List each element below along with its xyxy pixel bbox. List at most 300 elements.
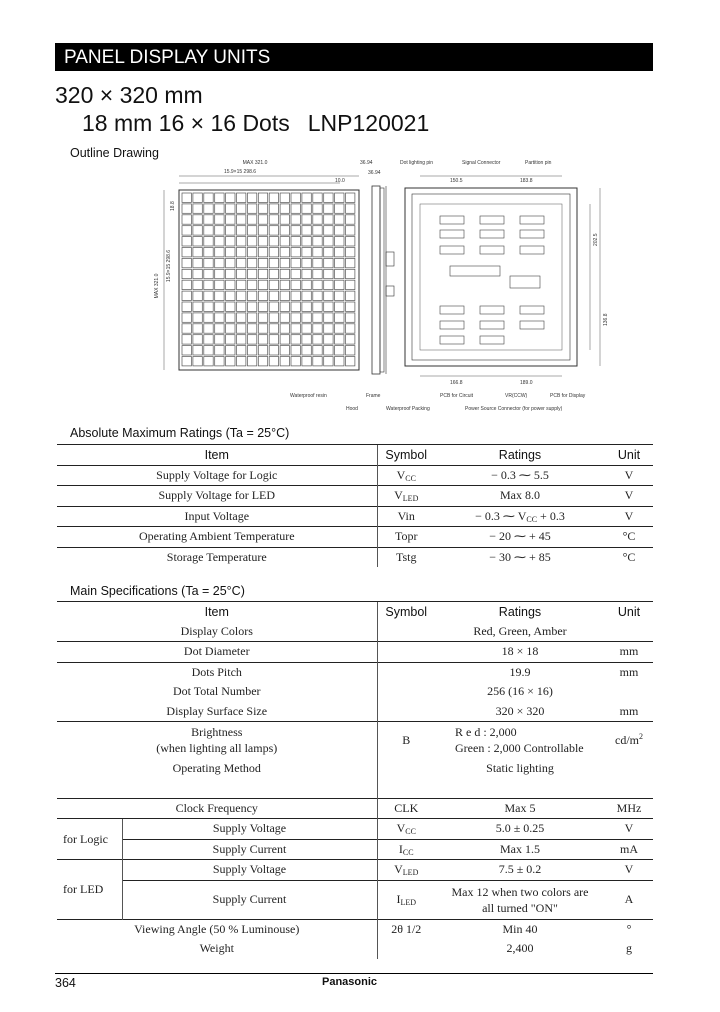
rear-component xyxy=(440,216,464,224)
led-dot xyxy=(302,302,311,311)
led-dot xyxy=(237,248,246,257)
led-dot xyxy=(346,357,355,366)
main-spec-title: Main Specifications (Ta = 25°C) xyxy=(70,584,245,598)
page-number: 364 xyxy=(55,976,76,990)
dim-36b: 36.94 xyxy=(368,170,381,176)
led-dot xyxy=(258,313,267,322)
rear-component xyxy=(480,230,504,238)
spec-rating: Min 40 xyxy=(435,919,605,939)
abs-header-unit: Unit xyxy=(605,445,653,466)
dim-136: 136.8 xyxy=(603,313,609,326)
callout-waterproof-packing: Waterproof Packing xyxy=(386,406,430,412)
led-dot xyxy=(215,346,224,355)
led-dot xyxy=(324,346,333,355)
brand-logo: Panasonic xyxy=(322,976,378,988)
rear-component xyxy=(480,216,504,224)
spec-unit: mm xyxy=(605,642,653,663)
led-dot xyxy=(324,302,333,311)
led-dot xyxy=(204,215,213,224)
led-dot xyxy=(280,269,289,278)
callout-waterproof-resin: Waterproof resin xyxy=(290,393,327,399)
led-dot xyxy=(204,346,213,355)
dim-18: 18.8 xyxy=(170,201,176,211)
led-dot xyxy=(313,346,322,355)
led-dot xyxy=(193,248,202,257)
dim-max-height: MAX 321.0 xyxy=(154,273,160,299)
spec-symbol: 2θ 1/2 xyxy=(377,919,435,939)
table-row xyxy=(57,880,653,919)
led-dot xyxy=(291,258,300,267)
led-dot xyxy=(335,313,344,322)
led-dot xyxy=(215,269,224,278)
led-dot xyxy=(280,258,289,267)
spec-header-item: Item xyxy=(57,602,377,622)
spec-rating-brightness: R e d : 2,000 Green : 2,000 Controllable xyxy=(435,722,605,759)
led-dot xyxy=(313,324,322,333)
led-dot xyxy=(215,248,224,257)
rear-component xyxy=(440,336,464,344)
table-row xyxy=(57,662,653,682)
table-row xyxy=(57,860,653,881)
led-dot xyxy=(226,193,235,202)
spec-rating: Max 5 xyxy=(435,798,605,819)
led-dot xyxy=(247,193,256,202)
led-dot xyxy=(302,313,311,322)
callout-pcb-circuit: PCB for Circuit xyxy=(440,393,474,399)
led-dot xyxy=(291,280,300,289)
led-dot xyxy=(346,204,355,213)
callout-hood: Hood xyxy=(346,406,358,412)
dim-pitch-height: 15.9×15 298.6 xyxy=(166,249,172,283)
spec-symbol: $V_{CC}$ xyxy=(377,819,435,840)
led-dot xyxy=(258,193,267,202)
led-dot xyxy=(313,291,322,300)
abs-symbol: $V_{LED}$ xyxy=(377,486,435,507)
rear-component xyxy=(520,246,544,254)
side-view xyxy=(372,186,394,374)
abs-item: Operating Ambient Temperature xyxy=(57,527,377,548)
led-dot xyxy=(291,335,300,344)
led-dot xyxy=(291,302,300,311)
spec-symbol: CLK xyxy=(377,798,435,819)
led-dot xyxy=(237,313,246,322)
callout-dot-lighting-pin: Dot lighting pin xyxy=(400,160,434,166)
dim-36a: 36.94 xyxy=(360,160,373,166)
callout-power-connector: Power Source Connector (for power supply) xyxy=(465,406,563,412)
abs-rating: − 0.3 ⁓ $V_{CC} + 0.3$ xyxy=(435,506,605,527)
led-dot xyxy=(280,357,289,366)
spec-unit: A xyxy=(605,880,653,919)
led-dot xyxy=(269,215,278,224)
led-dot xyxy=(335,248,344,257)
led-dot xyxy=(302,269,311,278)
led-dot xyxy=(291,226,300,235)
led-dot xyxy=(258,204,267,213)
led-dot xyxy=(237,346,246,355)
led-dot xyxy=(313,280,322,289)
led-dot xyxy=(335,357,344,366)
led-dot xyxy=(302,346,311,355)
led-dot xyxy=(204,226,213,235)
led-dot xyxy=(324,204,333,213)
led-dot xyxy=(193,313,202,322)
abs-unit: V xyxy=(605,506,653,527)
table-row xyxy=(57,722,653,759)
led-dot xyxy=(204,291,213,300)
led-dot xyxy=(313,357,322,366)
table-row xyxy=(57,547,653,567)
led-dot xyxy=(335,346,344,355)
led-dot xyxy=(324,226,333,235)
spec-header-ratings: Ratings xyxy=(435,602,605,622)
led-dot xyxy=(335,237,344,246)
spec-rating: 2,400 xyxy=(506,941,534,956)
led-dot xyxy=(237,280,246,289)
led-dot xyxy=(302,215,311,224)
led-dot xyxy=(324,258,333,267)
spec-unit: MHz xyxy=(605,798,653,819)
led-dot xyxy=(280,193,289,202)
product-line xyxy=(82,110,447,137)
led-dot xyxy=(335,258,344,267)
abs-rating: − 20 ⁓ + 45 xyxy=(435,527,605,548)
led-dot xyxy=(182,280,191,289)
abs-header-item: Item xyxy=(57,445,377,466)
front-view xyxy=(154,160,381,370)
table-row xyxy=(57,758,653,778)
spec-symbol: $I_{LED}$ xyxy=(377,880,435,919)
led-dot xyxy=(237,269,246,278)
dim-10: 10.0 xyxy=(335,178,345,184)
led-dot xyxy=(346,346,355,355)
led-dot xyxy=(280,291,289,300)
led-dot xyxy=(335,324,344,333)
led-dot xyxy=(247,324,256,333)
led-dot xyxy=(204,302,213,311)
led-dot xyxy=(182,258,191,267)
led-dot xyxy=(247,269,256,278)
led-dot xyxy=(182,237,191,246)
led-dot xyxy=(247,248,256,257)
abs-rating: − 30 ⁓ + 85 xyxy=(435,547,605,567)
footer-rule xyxy=(55,973,653,974)
led-dot xyxy=(280,237,289,246)
abs-max-table xyxy=(57,444,653,567)
led-dot xyxy=(193,226,202,235)
rear-component xyxy=(520,306,544,314)
rear-view xyxy=(405,176,609,386)
callout-pcb-display: PCB for Display xyxy=(550,393,586,399)
rear-component xyxy=(440,321,464,329)
led-dot xyxy=(302,237,311,246)
led-dot xyxy=(237,258,246,267)
led-dot xyxy=(324,324,333,333)
led-dot xyxy=(302,280,311,289)
dot-spec: 18 mm 16 × 16 Dots xyxy=(82,110,290,136)
led-dot xyxy=(269,204,278,213)
led-dot xyxy=(204,193,213,202)
table-row xyxy=(57,506,653,527)
led-dot xyxy=(215,302,224,311)
led-dot xyxy=(182,269,191,278)
led-dot xyxy=(280,280,289,289)
led-dot xyxy=(280,346,289,355)
dim-166-bottom: 166.8 xyxy=(450,380,463,386)
table-row xyxy=(57,622,653,642)
led-dot xyxy=(258,357,267,366)
led-dot xyxy=(269,269,278,278)
abs-unit: V xyxy=(605,486,653,507)
spec-rating: 18 × 18 xyxy=(435,642,605,663)
main-spec-table xyxy=(57,601,653,959)
led-dot xyxy=(346,335,355,344)
spec-symbol: B xyxy=(377,722,435,759)
abs-header-ratings: Ratings xyxy=(435,445,605,466)
led-dot xyxy=(302,324,311,333)
led-dot xyxy=(226,269,235,278)
spec-rating: 256 (16 × 16) xyxy=(487,684,553,699)
dot-grid xyxy=(182,193,355,366)
led-dot xyxy=(226,291,235,300)
spec-item: Display Colors xyxy=(180,623,253,638)
led-dot xyxy=(226,237,235,246)
spec-item: Operating Method xyxy=(172,760,261,775)
led-dot xyxy=(182,193,191,202)
led-dot xyxy=(258,346,267,355)
led-dot xyxy=(247,258,256,267)
led-dot xyxy=(313,226,322,235)
led-dot xyxy=(302,291,311,300)
table-row xyxy=(57,819,653,840)
led-dot xyxy=(302,357,311,366)
led-dot xyxy=(280,226,289,235)
led-dot xyxy=(204,335,213,344)
led-dot xyxy=(193,280,202,289)
led-dot xyxy=(258,335,267,344)
led-dot xyxy=(182,335,191,344)
led-dot xyxy=(237,324,246,333)
led-dot xyxy=(269,357,278,366)
led-dot xyxy=(193,204,202,213)
led-dot xyxy=(324,335,333,344)
led-dot xyxy=(291,204,300,213)
led-dot xyxy=(280,204,289,213)
abs-item: Supply Voltage for Logic xyxy=(57,465,377,486)
led-dot xyxy=(280,335,289,344)
led-dot xyxy=(237,204,246,213)
panel-size: 320 × 320 mm xyxy=(55,82,203,108)
led-dot xyxy=(215,313,224,322)
abs-max-title: Absolute Maximum Ratings (Ta = 25°C) xyxy=(70,426,290,440)
abs-header-symbol: Symbol xyxy=(377,445,435,466)
rear-component xyxy=(480,336,504,344)
rear-component xyxy=(480,306,504,314)
led-dot xyxy=(226,280,235,289)
led-dot xyxy=(247,302,256,311)
led-dot xyxy=(346,324,355,333)
led-dot xyxy=(193,269,202,278)
led-dot xyxy=(291,357,300,366)
led-dot xyxy=(226,357,235,366)
led-dot xyxy=(247,215,256,224)
led-dot xyxy=(204,357,213,366)
rear-component xyxy=(520,321,544,329)
led-dot xyxy=(269,280,278,289)
led-dot xyxy=(335,291,344,300)
led-dot xyxy=(313,237,322,246)
led-dot xyxy=(215,258,224,267)
spec-item: Weight xyxy=(199,941,234,956)
led-dot xyxy=(346,280,355,289)
abs-rating: − 0.3 ⁓ 5.5 xyxy=(435,465,605,486)
table-row xyxy=(57,682,653,702)
led-dot xyxy=(215,204,224,213)
rear-component xyxy=(520,216,544,224)
led-dot xyxy=(280,215,289,224)
led-dot xyxy=(324,357,333,366)
led-dot xyxy=(226,215,235,224)
led-dot xyxy=(258,291,267,300)
spec-item: Clock Frequency xyxy=(57,798,377,819)
led-dot xyxy=(335,193,344,202)
table-row xyxy=(57,798,653,819)
led-dot xyxy=(280,248,289,257)
led-dot xyxy=(335,269,344,278)
rear-component xyxy=(520,230,544,238)
abs-item: Input Voltage xyxy=(57,506,377,527)
led-dot xyxy=(346,258,355,267)
led-dot xyxy=(324,269,333,278)
spec-rating: 7.5 ± 0.2 xyxy=(435,860,605,881)
led-dot xyxy=(335,280,344,289)
spec-item: Supply Voltage xyxy=(122,819,377,840)
dim-pitch-width: 15.9×15 298.6 xyxy=(223,169,257,175)
rear-component xyxy=(440,230,464,238)
spec-item: Supply Current xyxy=(122,880,377,919)
led-dot xyxy=(247,313,256,322)
led-dot xyxy=(215,226,224,235)
led-dot xyxy=(247,280,256,289)
abs-unit: V xyxy=(605,465,653,486)
dim-202: 202.5 xyxy=(593,233,599,246)
callout-signal-connector: Signal Connector xyxy=(462,160,501,166)
led-dot xyxy=(193,346,202,355)
spec-unit: mm xyxy=(619,703,639,718)
led-dot xyxy=(313,313,322,322)
dim-max-width: MAX 321.0 xyxy=(242,160,268,166)
led-dot xyxy=(237,193,246,202)
led-dot xyxy=(258,280,267,289)
abs-item: Storage Temperature xyxy=(57,547,377,567)
led-dot xyxy=(226,204,235,213)
led-dot xyxy=(346,313,355,322)
led-dot xyxy=(193,215,202,224)
led-dot xyxy=(204,258,213,267)
dim-189-bottom: 189.0 xyxy=(520,380,533,386)
spec-group-led: for LED xyxy=(57,860,122,920)
abs-unit: °C xyxy=(605,547,653,567)
led-dot xyxy=(226,346,235,355)
led-dot xyxy=(204,237,213,246)
spec-item: Dot Diameter xyxy=(57,642,377,663)
led-dot xyxy=(269,291,278,300)
led-dot xyxy=(204,248,213,257)
led-dot xyxy=(302,226,311,235)
table-row xyxy=(57,839,653,860)
led-dot xyxy=(182,248,191,257)
led-dot xyxy=(215,215,224,224)
led-dot xyxy=(302,193,311,202)
rear-component xyxy=(450,266,500,276)
outline-drawing-title: Outline Drawing xyxy=(70,146,159,160)
led-dot xyxy=(237,357,246,366)
spec-symbol: $I_{CC}$ xyxy=(377,839,435,860)
led-dot xyxy=(247,357,256,366)
spec-header-unit: Unit xyxy=(605,602,653,622)
led-dot xyxy=(335,204,344,213)
led-dot xyxy=(280,302,289,311)
table-row xyxy=(57,527,653,548)
led-dot xyxy=(193,324,202,333)
table-row xyxy=(57,486,653,507)
led-dot xyxy=(182,357,191,366)
dim-183-top: 183.8 xyxy=(520,178,533,184)
abs-item: Supply Voltage for LED xyxy=(57,486,377,507)
led-dot xyxy=(226,335,235,344)
led-dot xyxy=(269,313,278,322)
led-dot xyxy=(269,193,278,202)
led-dot xyxy=(182,226,191,235)
spec-item: Dots Pitch xyxy=(57,662,377,682)
led-dot xyxy=(258,248,267,257)
led-dot xyxy=(324,248,333,257)
led-dot xyxy=(226,324,235,333)
led-dot xyxy=(204,204,213,213)
led-dot xyxy=(324,215,333,224)
led-dot xyxy=(237,226,246,235)
led-dot xyxy=(280,324,289,333)
led-dot xyxy=(291,346,300,355)
led-dot xyxy=(215,237,224,246)
led-dot xyxy=(335,226,344,235)
led-dot xyxy=(313,204,322,213)
led-dot xyxy=(237,335,246,344)
led-dot xyxy=(291,291,300,300)
led-dot xyxy=(204,269,213,278)
led-dot xyxy=(269,346,278,355)
spec-unit: V xyxy=(605,860,653,881)
spec-item: Supply Current xyxy=(122,839,377,860)
led-dot xyxy=(291,313,300,322)
table-row xyxy=(57,919,653,939)
led-dot xyxy=(182,302,191,311)
led-dot xyxy=(182,204,191,213)
led-dot xyxy=(193,302,202,311)
led-dot xyxy=(346,237,355,246)
led-dot xyxy=(226,302,235,311)
led-dot xyxy=(291,193,300,202)
led-dot xyxy=(247,291,256,300)
rear-components xyxy=(440,216,544,344)
spec-rating: Max 1.5 xyxy=(435,839,605,860)
spec-group-logic: for Logic xyxy=(57,819,122,860)
led-dot xyxy=(335,215,344,224)
spec-unit: V xyxy=(605,819,653,840)
led-dot xyxy=(346,193,355,202)
led-dot xyxy=(346,302,355,311)
led-dot xyxy=(215,280,224,289)
led-dot xyxy=(258,302,267,311)
